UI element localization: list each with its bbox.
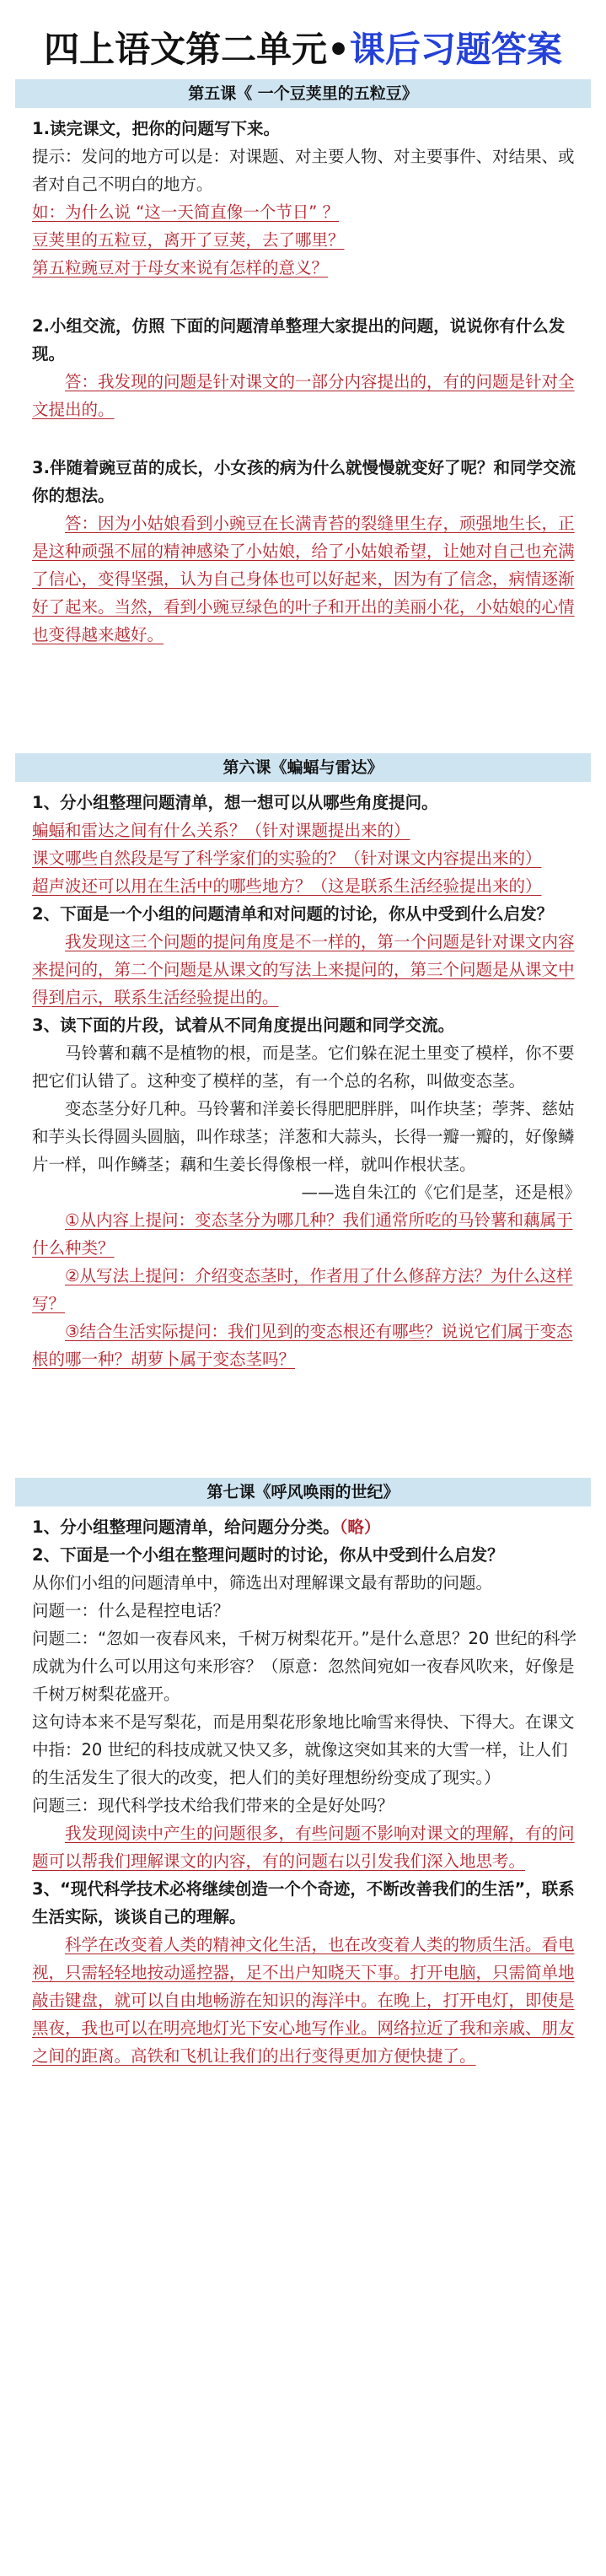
- lesson7-heading: 第七课《呼风唤雨的世纪》: [15, 1478, 591, 1506]
- page-title: [0, 24, 606, 76]
- lesson6-answer-3c: ③结合生活实际提问：我们见到的变态根还有哪些？说说它们属于变态根的哪一种？胡萝卜属于变态茎吗？: [32, 1322, 573, 1369]
- lesson7-answer-2: 我发现阅读中产生的问题很多，有些问题不影响对课文的理解，有的问题可以帮我们理解课文的内容，有的问题右以引发我们深入地思考。: [32, 1824, 575, 1871]
- lesson6-answer-3b: ②从写法上提问：介绍变态茎时，作者用了什么修辞方法？为什么这样写？: [32, 1266, 573, 1313]
- title-part1: 四上语文第二单元•: [44, 29, 350, 70]
- title-part2: 课后习题答案: [349, 29, 562, 70]
- lesson5-answer-2: 答：我发现的问题是针对课文的一部分内容提出的，有的问题是针对全文提出的。: [32, 372, 575, 419]
- lesson6-answer-1a: 蝙蝠和雷达之间有什么关系？（针对课题提出来的）: [32, 821, 410, 840]
- lesson6-question-2: 2、下面是一个小组的问题清单和对问题的讨论，你从中受到什么启发？: [32, 904, 554, 924]
- lesson7-answer-3: 科学在改变着人类的精神文化生活，也在改变着人类的物质生活。看电视，只需轻轻地按动遥控器，足不出户知晓天下事。打开电脑，只需简单地敲击键盘，就可以自由地畅游在知识的海洋中。在晚上，打开电灯，即使是黑夜，我也可以在明亮地灯光下安心地写作业。网络拉近了我和亲戚、朋友之间的距离。高铁和飞机让我们的出行变得更加方便快捷了。: [32, 1935, 575, 2066]
- lesson5-example-2: 豆荚里的五粒豆，离开了豆荚，去了哪里？: [32, 230, 345, 250]
- lesson5-answer-3: 答：因为小姑娘看到小豌豆在长满青苔的裂缝里生存，顽强地生长，正是这种顽强不屈的精神感染了小姑娘，给了小姑娘希望，让她对自己也充满了信心，变得坚强，认为自己身体也可以好起来，因为有了信念，病情逐渐好了起来。当然，看到小豌豆绿色的叶子和开出的美丽小花，小姑娘的心情也变得越来越好。: [32, 514, 575, 644]
- lesson5-hint: 提示：发问的地方可以是：对课题、对主要人物、对主要事件、对结果、或者对自己不明白的地方。: [32, 147, 575, 194]
- lesson7-question-1: [32, 1513, 581, 1541]
- lesson7-question-3: 3、“现代科学技术必将继续创造一个个奇迹，不断改善我们的生活”，联系生活实际，谈谈自己的理解。: [32, 1879, 575, 1927]
- lesson6-heading: 第六课《蝙蝠与雷达》: [15, 753, 591, 782]
- lesson5-question-1: 1.读完课文，把你的问题写下来。: [32, 119, 280, 138]
- lesson5-example-1: 如：为什么说 “这一天简直像一个节日” ？: [32, 202, 340, 222]
- lesson5-section: [0, 115, 606, 649]
- lesson6-answer-3a: ①从内容上提问：变态茎分为哪几种？我们通常所吃的马铃薯和藕属于什么种类？: [32, 1210, 573, 1258]
- lesson7-question-2: 2、下面是一个小组在整理问题时的讨论，你从中受到什么启发？: [32, 1545, 504, 1565]
- lesson7-question-1-text: 1、分小组整理问题清单，给问题分分类。: [32, 1517, 340, 1537]
- lesson6-answer-1b: 课文哪些自然段是写了科学家们的实验的？（针对课文内容提出来的）: [32, 849, 542, 868]
- lesson5-example-3: 第五粒豌豆对于母女来说有怎样的意义？: [32, 258, 329, 278]
- lesson6-section: [0, 789, 606, 1373]
- lesson6-passage-source: ——选自朱江的《它们是茎，还是根》: [301, 1183, 581, 1202]
- lesson7-intro: 从你们小组的问题清单中，筛选出对理解课文最有帮助的问题。: [32, 1573, 493, 1592]
- lesson6-passage-1: 马铃薯和藕不是植物的根，而是茎。它们躲在泥土里变了模样，你不要把它们认错了。这种变了模样的茎，有一个总的名称，叫做变态茎。: [32, 1043, 575, 1091]
- lesson5-question-2: 2.小组交流，仿照 下面的问题清单整理大家提出的问题，说说你有什么发现。: [32, 316, 566, 364]
- lesson7-item-3: 问题三：现代科学技术给我们带来的全是好处吗？: [32, 1796, 394, 1815]
- lesson6-answer-1c: 超声波还可以用在生活中的哪些地方？（这是联系生活经验提出来的）: [32, 876, 542, 896]
- lesson7-item-2-explanation: 这句诗本来不是写梨花，而是用梨花形象地比喻雪来得快、下得大。在课文中指：20 世纪的科技成就又快又多，就像这突如其来的大雪一样，让人们的生活发生了很大的改变，把人们的美好理想纷纷变成了现实。）: [32, 1712, 575, 1787]
- lesson7-item-1: 问题一：什么是程控电话？: [32, 1601, 230, 1620]
- lesson5-question-3: 3.伴随着豌豆苗的成长，小女孩的病为什么就慢慢就变好了呢？和同学交流你的想法。: [32, 458, 576, 505]
- lesson6-answer-2: 我发现这三个问题的提问角度是不一样的，第一个问题是针对课文内容来提问的，第二个问题是从课文的写法上来提问的，第三个问题是从课文中得到启示，联系生活经验提出的。: [32, 932, 575, 1007]
- lesson7-section: [0, 1513, 606, 2070]
- lesson7-item-2: 问题二：“忽如一夜春风来，千树万树梨花开。”是什么意思？20 世纪的科学成就为什么可以用这句来形容？（原意：忽然间宛如一夜春风吹来，好像是千树万树梨花盛开。: [32, 1629, 577, 1704]
- lesson5-heading: 第五课《 一个豆荚里的五粒豆》: [15, 79, 591, 108]
- lesson6-passage-2: 变态茎分好几种。马铃薯和洋姜长得肥肥胖胖，叫作块茎；荸荠、慈姑和芋头长得圆头圆脑，叫作球茎；洋葱和大蒜头，长得一瓣一瓣的，好像鳞片一样，叫作鳞茎；藕和生姜长得像根一样，就叫作根状茎。: [32, 1099, 575, 1174]
- lesson7-question-1-note: （略）: [339, 1517, 381, 1537]
- answer-page: [0, 24, 606, 2104]
- lesson6-question-3: 3、读下面的片段，试着从不同角度提出问题和同学交流。: [32, 1016, 455, 1035]
- lesson6-question-1: 1、分小组整理问题清单，想一想可以从哪些角度提问。: [32, 793, 438, 812]
